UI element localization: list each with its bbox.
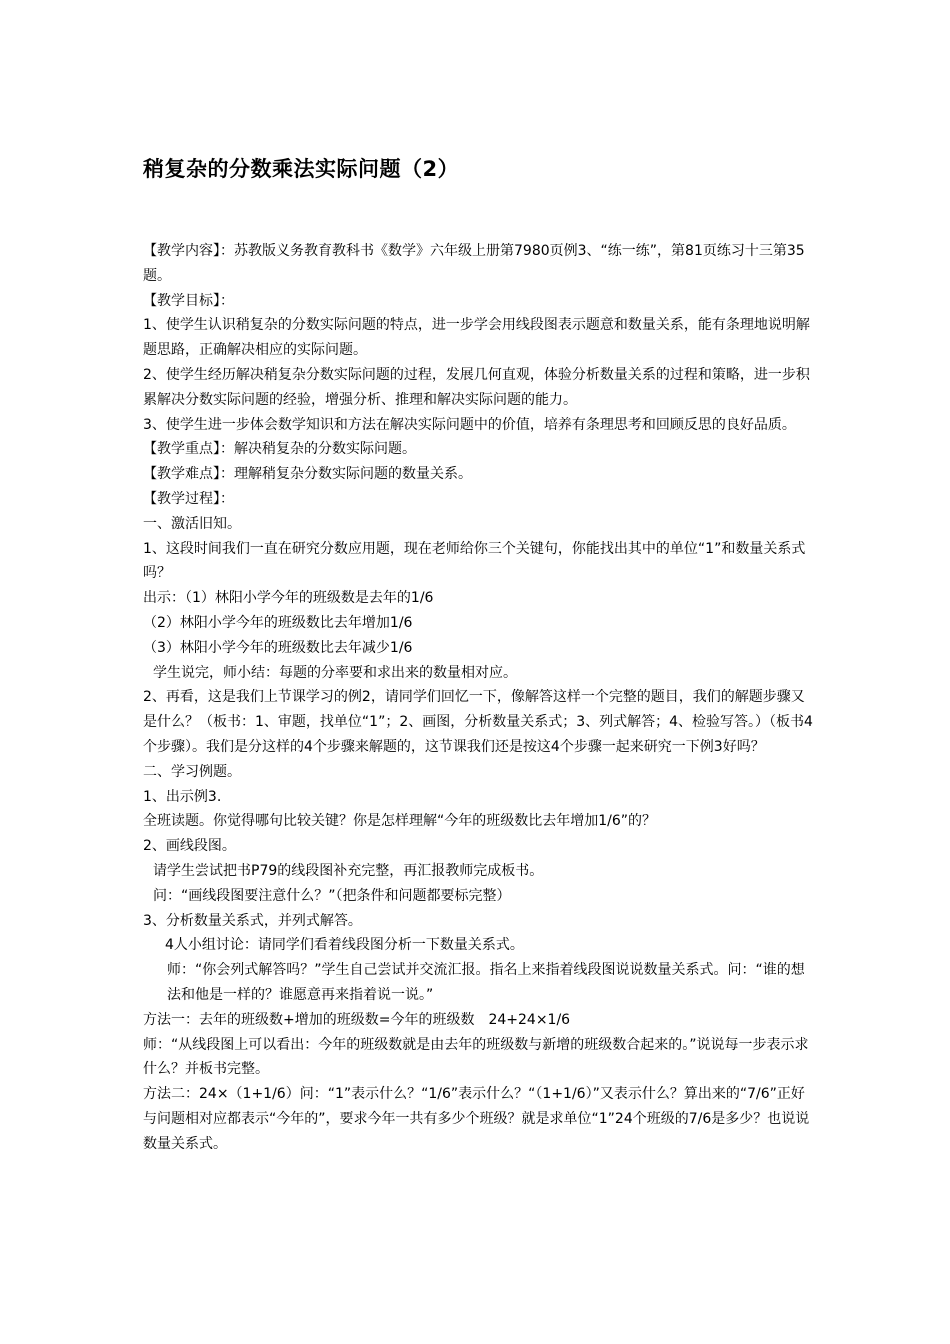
read-question-paragraph: 全班读题。你觉得哪句比较关键？你是怎样理解“今年的班级数比去年增加1/6”的？ [143, 813, 657, 830]
goal-2-paragraph: 2、使学生经历解决稍复杂分数实际问题的过程，发展几何直观，体验分析数量关系的过程和策略，进一步积累解决分数实际问题的经验，增强分析、推理和解决实际问题的能力。 [143, 366, 810, 408]
step-2-paragraph: 2、再看，这是我们上节课学习的例2，请同学们回忆一下，像解答这样一个完整的题目，我们的解题步骤又是什么？（板书：1、审题，找单位“1”；2、画图，分析数量关系式；3、列式解答；4、检验写答。）（板书4个步骤）。我们是分这样的4个步骤来解题的，这节课我们还是按这4个步骤一起来研究一下例3好吗？ [143, 689, 813, 755]
group-discussion-paragraph: 4人小组讨论：请同学们看着线段图分析一下数量关系式。 [165, 937, 524, 954]
document-body [143, 239, 813, 1156]
diagram-question-paragraph: 问：“画线段图要注意什么？”（把条件和问题都要标完整） [153, 887, 511, 904]
draw-diagram-heading: 2、画线段图。 [143, 838, 236, 855]
process-heading: 【教学过程】： [143, 490, 234, 507]
difficulty-paragraph: 【教学难点】：理解稍复杂分数实际问题的数量关系。 [143, 466, 472, 483]
show-item-3: （3）林阳小学今年的班级数比去年减少1/6 [143, 639, 413, 656]
show-item-1: 出示：（1）林阳小学今年的班级数是去年的1/6 [143, 590, 434, 607]
method-1-paragraph: 方法一：去年的班级数+增加的班级数=今年的班级数 24+24×1/6 [143, 1011, 571, 1028]
show-example-paragraph: 1、出示例3. [143, 788, 222, 805]
goal-3-paragraph: 3、使学生进一步体会数学知识和方法在解决实际问题中的价值，培养有条理思考和回顾反思的良好品质。 [143, 416, 796, 433]
key-point-paragraph: 【教学重点】：解决稍复杂的分数实际问题。 [143, 441, 416, 458]
teaching-content-paragraph: 【教学内容】：苏教版义务教育教科书《数学》六年级上册第7980页例3、“练一练”，第81页练习十三第35题。 [143, 243, 805, 284]
summary-paragraph: 学生说完，师小结：每题的分率要和求出来的数量相对应。 [153, 664, 517, 681]
analyze-heading: 3、分析数量关系式，并列式解答。 [143, 912, 362, 929]
show-item-2: （2）林阳小学今年的班级数比去年增加1/6 [143, 614, 413, 631]
teacher-explain-paragraph: 师：“从线段图上可以看出：今年的班级数就是由去年的班级数与新增的班级数合起来的。”说说每一步表示求什么？并板书完整。 [143, 1036, 809, 1078]
goal-1-paragraph: 1、使学生认识稍复杂的分数实际问题的特点，进一步学会用线段图表示题意和数量关系，能有条理地说明解题思路，正确解决相应的实际问题。 [143, 317, 810, 359]
section-1-heading: 一、激活旧知。 [143, 515, 241, 532]
teaching-goals-heading: 【教学目标】： [143, 292, 234, 309]
section-2-heading: 二、学习例题。 [143, 763, 241, 780]
method-2-paragraph: 方法二：24×（1+1/6）问：“1”表示什么？“1/6”表示什么？“（1+1/6）”又表示什么？算出来的“7/6”正好与问题相对应都表示“今年的”，要求今年一共有多少个班级？就是求单位“1”24个班级的7/6是多少？也说说数量关系式。 [143, 1086, 810, 1152]
complete-diagram-paragraph: 请学生尝试把书P79的线段图补充完整，再汇报教师完成板书。 [153, 862, 544, 879]
teacher-question-paragraph: 师：“你会列式解答吗？”学生自己尝试并交流汇报。指名上来指着线段图说说数量关系式。问：“谁的想法和他是一样的？谁愿意再来指着说一说。” [167, 962, 805, 1003]
step-1-paragraph: 1、这段时间我们一直在研究分数应用题，现在老师给你三个关键句，你能找出其中的单位“1”和数量关系式吗？ [143, 540, 806, 582]
document-title: 稍复杂的分数乘法实际问题（2） [143, 157, 460, 181]
